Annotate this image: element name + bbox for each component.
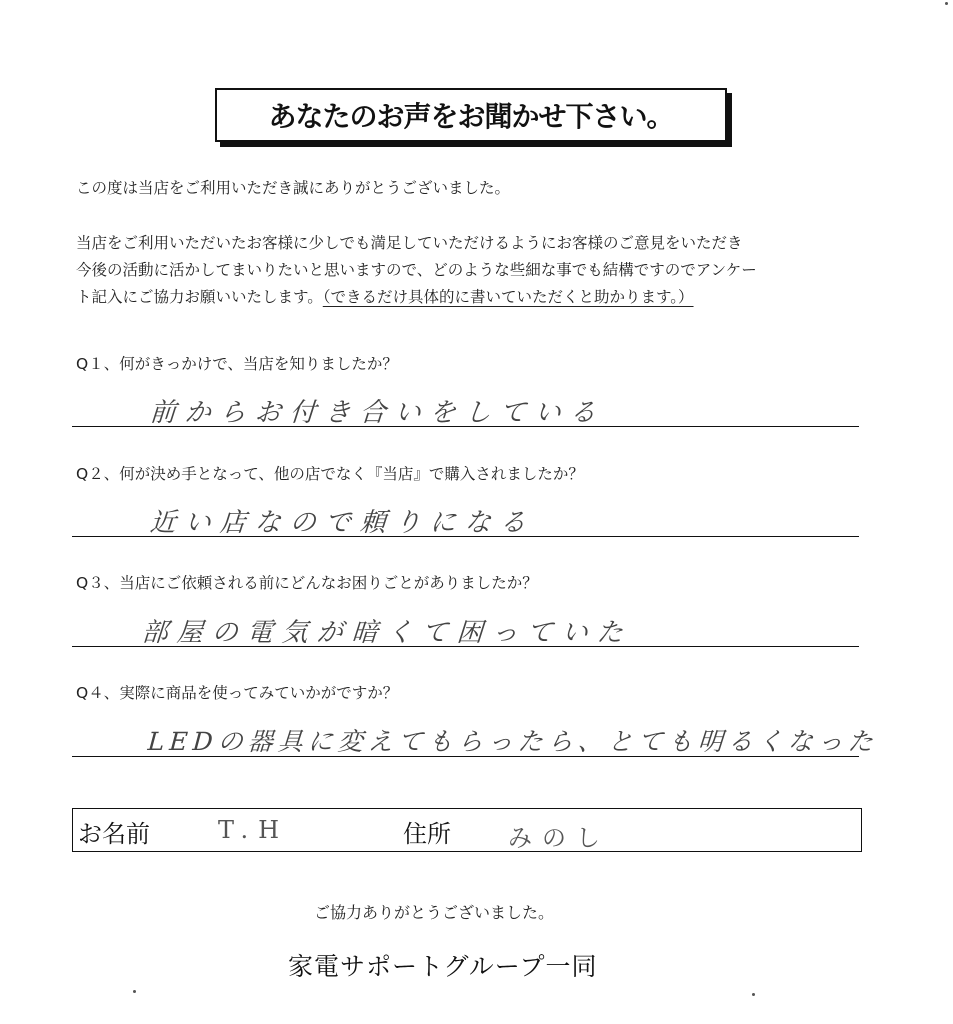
name-label: お名前 xyxy=(78,820,150,848)
question-2: Q２、何が決め手となって、他の店でなく『当店』で購入されましたか？ xyxy=(76,465,584,483)
question-4: Q４、実際に商品を使ってみていかがですか？ xyxy=(76,684,399,702)
address-label: 住所 xyxy=(403,820,451,848)
page-title: あなたのお声をお聞かせ下さい。 xyxy=(268,100,674,133)
question-3: Q３、当店にご依頼される前にどんなお困りごとがありましたか？ xyxy=(76,574,538,592)
answer-line-1 xyxy=(72,426,859,427)
scan-dot xyxy=(752,993,755,996)
name-value: T.H xyxy=(218,816,290,844)
address-value: みのし xyxy=(508,824,610,852)
intro-request: ト記入にご協力お願いいたします。 xyxy=(76,288,323,306)
intro-line-2: 当店をご利用いただいたお客様に少しでも満足していただけるようにお客様のご意見をいただき xyxy=(76,234,743,252)
question-1: Q１、何がきっかけで、当店を知りましたか？ xyxy=(76,355,398,373)
answer-3: 部屋の電気が暗くて困っていた xyxy=(140,618,633,648)
company-signature: 家電サポートグループ一同 xyxy=(288,952,598,981)
answer-line-4 xyxy=(72,756,859,757)
intro-line-1: この度は当店をご利用いただき誠にありがとうございました。 xyxy=(76,179,511,197)
answer-1: 前からお付き合いをしている xyxy=(148,398,606,428)
intro-line-3: 今後の活動に活かしてまいりたいと思いますので、どのような些細な事でも結構ですのでアンケー xyxy=(76,261,757,279)
answer-line-3 xyxy=(72,646,859,647)
title-box xyxy=(215,88,727,142)
intro-note: （できるだけ具体的に書いていただくと助かります。） xyxy=(322,288,694,306)
answer-2: 近い店なので頼りになる xyxy=(148,508,536,538)
answer-4: LEDの器具に変えてもらったら、とても明るくなった xyxy=(146,727,879,756)
intro-line-4 xyxy=(76,285,694,307)
scan-dot xyxy=(133,990,136,993)
answer-line-2 xyxy=(72,536,859,537)
closing-thanks: ご協力ありがとうございました。 xyxy=(314,903,555,922)
scan-dot xyxy=(945,2,948,5)
name-address-box xyxy=(72,808,862,852)
